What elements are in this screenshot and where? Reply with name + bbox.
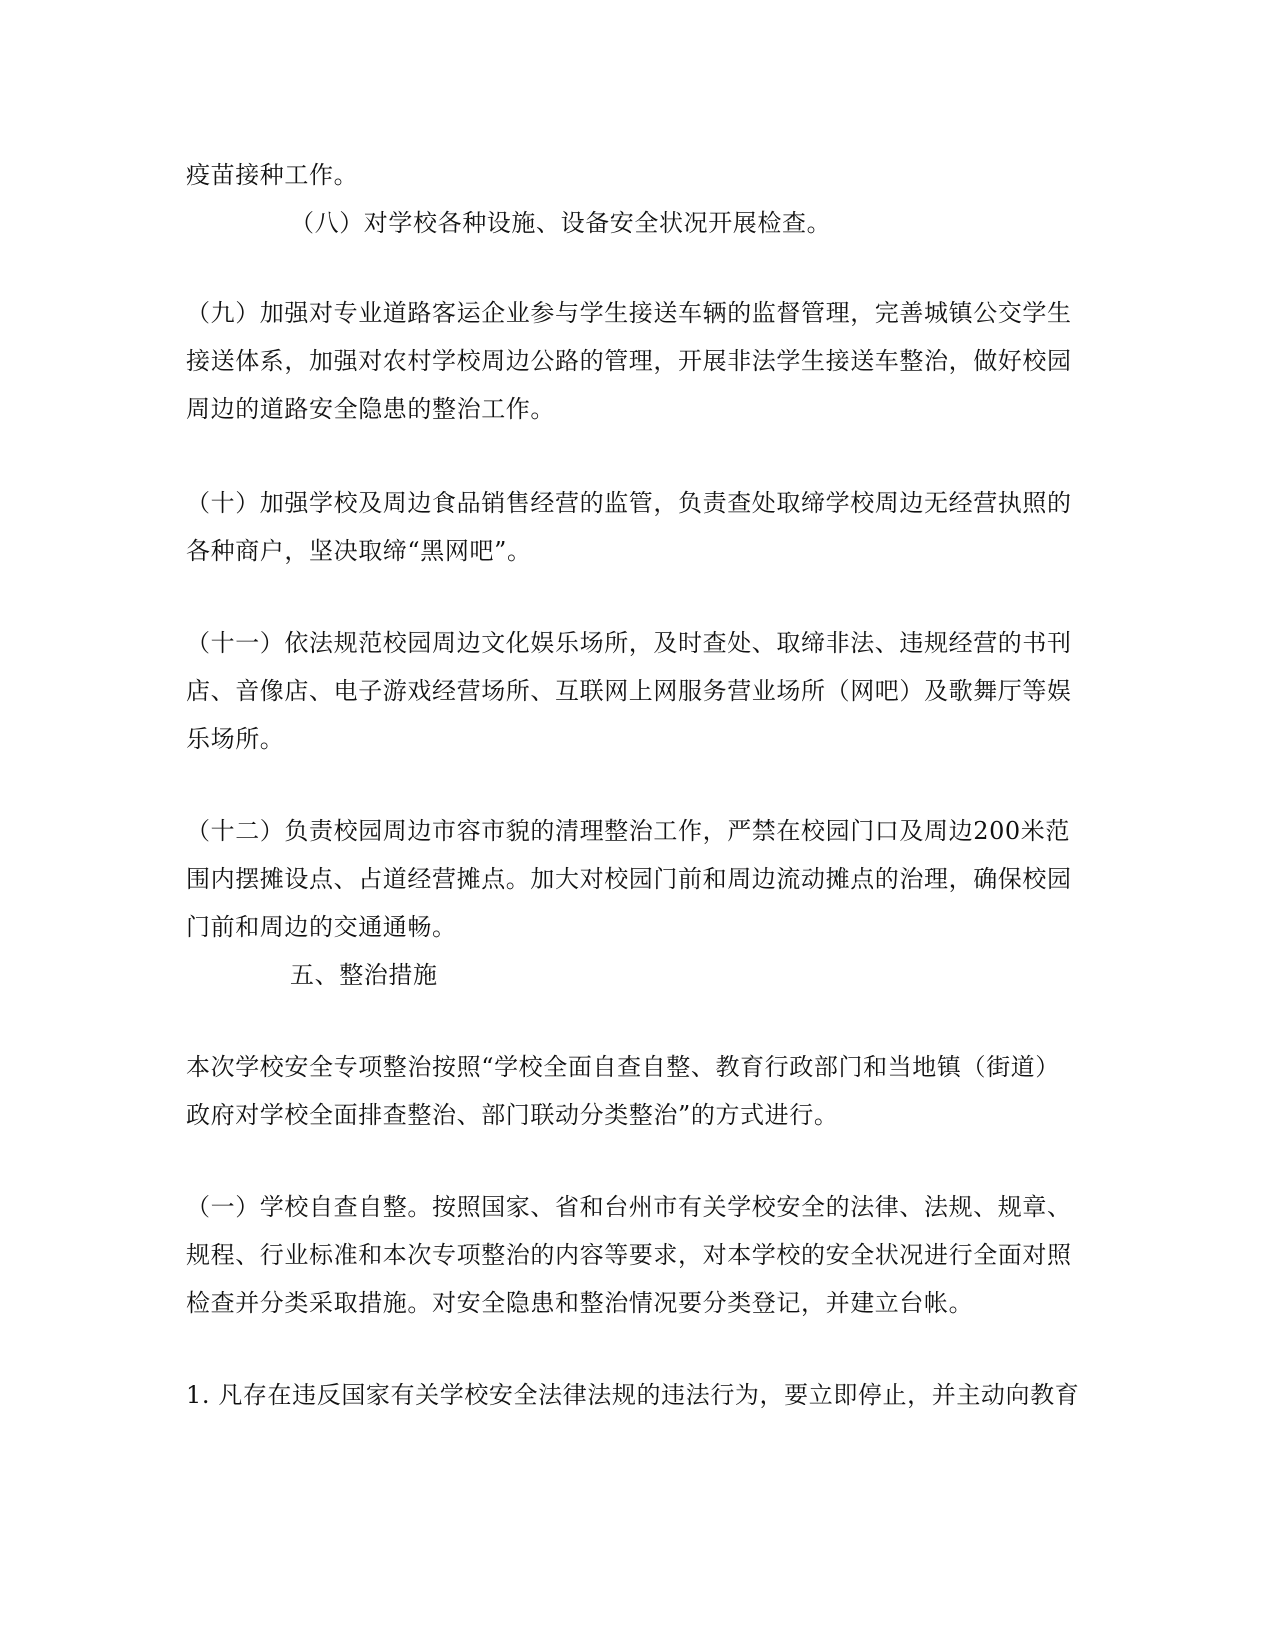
text-line: 政府对学校全面排查整治、部门联动分类整治”的方式进行。	[186, 1101, 839, 1129]
section-heading: 五、整治措施	[290, 961, 438, 989]
text-line: 疫苗接种工作。	[186, 161, 359, 189]
text-line: 围内摆摊设点、占道经营摊点。加大对校园门前和周边流动摊点的治理，确保校园	[186, 865, 1072, 893]
text-line: 检查并分类采取措施。对安全隐患和整治情况要分类登记，并建立台帐。	[186, 1289, 974, 1317]
numbered-item-1: 1. 凡存在违反国家有关学校安全法律法规的违法行为，要立即停止，并主动向教育	[186, 1381, 1080, 1409]
text-line: 周边的道路安全隐患的整治工作。	[186, 395, 555, 423]
text-line: 各种商户，坚决取缔“黑网吧”。	[186, 537, 532, 565]
section-item-8: （八）对学校各种设施、设备安全状况开展检查。	[290, 209, 832, 237]
section-item-10: （十）加强学校及周边食品销售经营的监管，负责查处取缔学校周边无经营执照的	[186, 489, 1072, 517]
section-item-12: （十二）负责校园周边市容市貌的清理整治工作，严禁在校园门口及周边200米范	[186, 817, 1071, 845]
text-line: 乐场所。	[186, 725, 285, 753]
subsection-item-1: （一）学校自查自整。按照国家、省和台州市有关学校安全的法律、法规、规章、	[186, 1193, 1072, 1221]
section-item-11: （十一）依法规范校园周边文化娱乐场所，及时查处、取缔非法、违规经营的书刊	[186, 629, 1072, 657]
text-line: 门前和周边的交通通畅。	[186, 913, 457, 941]
text-line: 本次学校安全专项整治按照“学校全面自查自整、教育行政部门和当地镇（街道）	[186, 1053, 1060, 1081]
text-line: 规程、行业标准和本次专项整治的内容等要求，对本学校的安全状况进行全面对照	[186, 1241, 1072, 1269]
text-line: 店、音像店、电子游戏经营场所、互联网上网服务营业场所（网吧）及歌舞厅等娱	[186, 677, 1072, 705]
section-item-9: （九）加强对专业道路客运企业参与学生接送车辆的监督管理，完善城镇公交学生	[186, 299, 1072, 327]
text-line: 接送体系，加强对农村学校周边公路的管理，开展非法学生接送车整治，做好校园	[186, 347, 1072, 375]
